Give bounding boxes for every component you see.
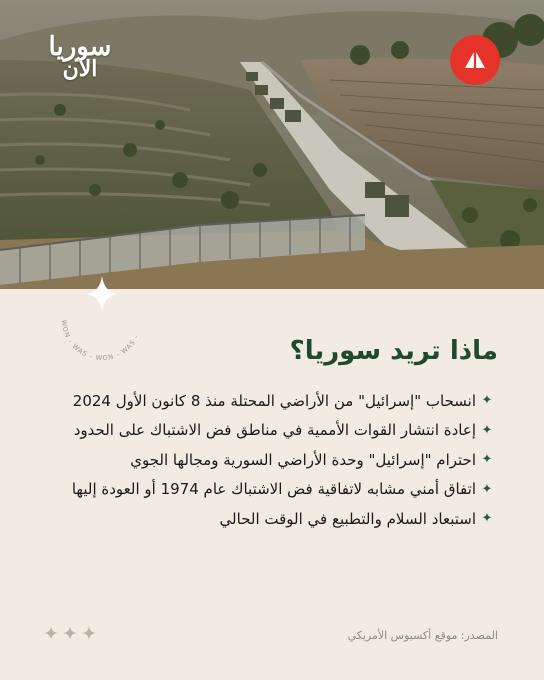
brand-logo-line2: الآن: [62, 56, 98, 82]
sparkle-icon: [44, 626, 58, 640]
list-item: [38, 475, 498, 505]
list-item: [38, 445, 498, 475]
demands-list: [38, 386, 498, 534]
list-item-text: احترام "إسرائيل" وحدة الأراضي السورية ومجالها الجوي: [130, 450, 476, 469]
list-item: [38, 386, 498, 416]
list-item-text: إعادة انتشار القوات الأممية في مناطق فض الاشتباك على الحدود: [73, 421, 476, 440]
sparkle-bullet-icon: ✦: [481, 481, 493, 497]
page-title: ماذا تريد سوريا؟: [289, 336, 498, 366]
sail-logo-icon: [450, 35, 500, 85]
sparkle-bullet-icon: ✦: [481, 452, 493, 468]
brand-logo-line1: سوريا: [48, 32, 112, 62]
four-point-star-icon: [86, 276, 118, 312]
svg-text:WON - WAS - WON - WAS -: [60, 319, 141, 362]
sparkles-decoration: [44, 626, 96, 640]
list-item: [38, 416, 498, 446]
list-item-text: انسحاب "إسرائيل" من الأراضي المحتلة منذ 8 كانون الأول 2024: [72, 391, 476, 410]
sparkle-icon: [82, 626, 96, 640]
decorative-stamp: [48, 266, 156, 374]
sparkle-bullet-icon: ✦: [481, 511, 493, 527]
sparkle-bullet-icon: ✦: [481, 422, 493, 438]
sparkle-bullet-icon: ✦: [481, 393, 493, 409]
brand-logo: [42, 34, 118, 80]
stamp-ring-text: WON - WAS - WON - WAS -: [59, 319, 141, 363]
list-item-text: استبعاد السلام والتطبيع في الوقت الحالي: [219, 509, 476, 528]
list-item: [38, 504, 498, 534]
sparkle-icon: [63, 626, 77, 640]
list-item-text: اتفاق أمني مشابه لاتفاقية فض الاشتباك عام 1974 أو العودة إليها: [71, 480, 476, 499]
source-credit: المصدر: موقع أكسيوس الأمريكي: [347, 629, 498, 642]
